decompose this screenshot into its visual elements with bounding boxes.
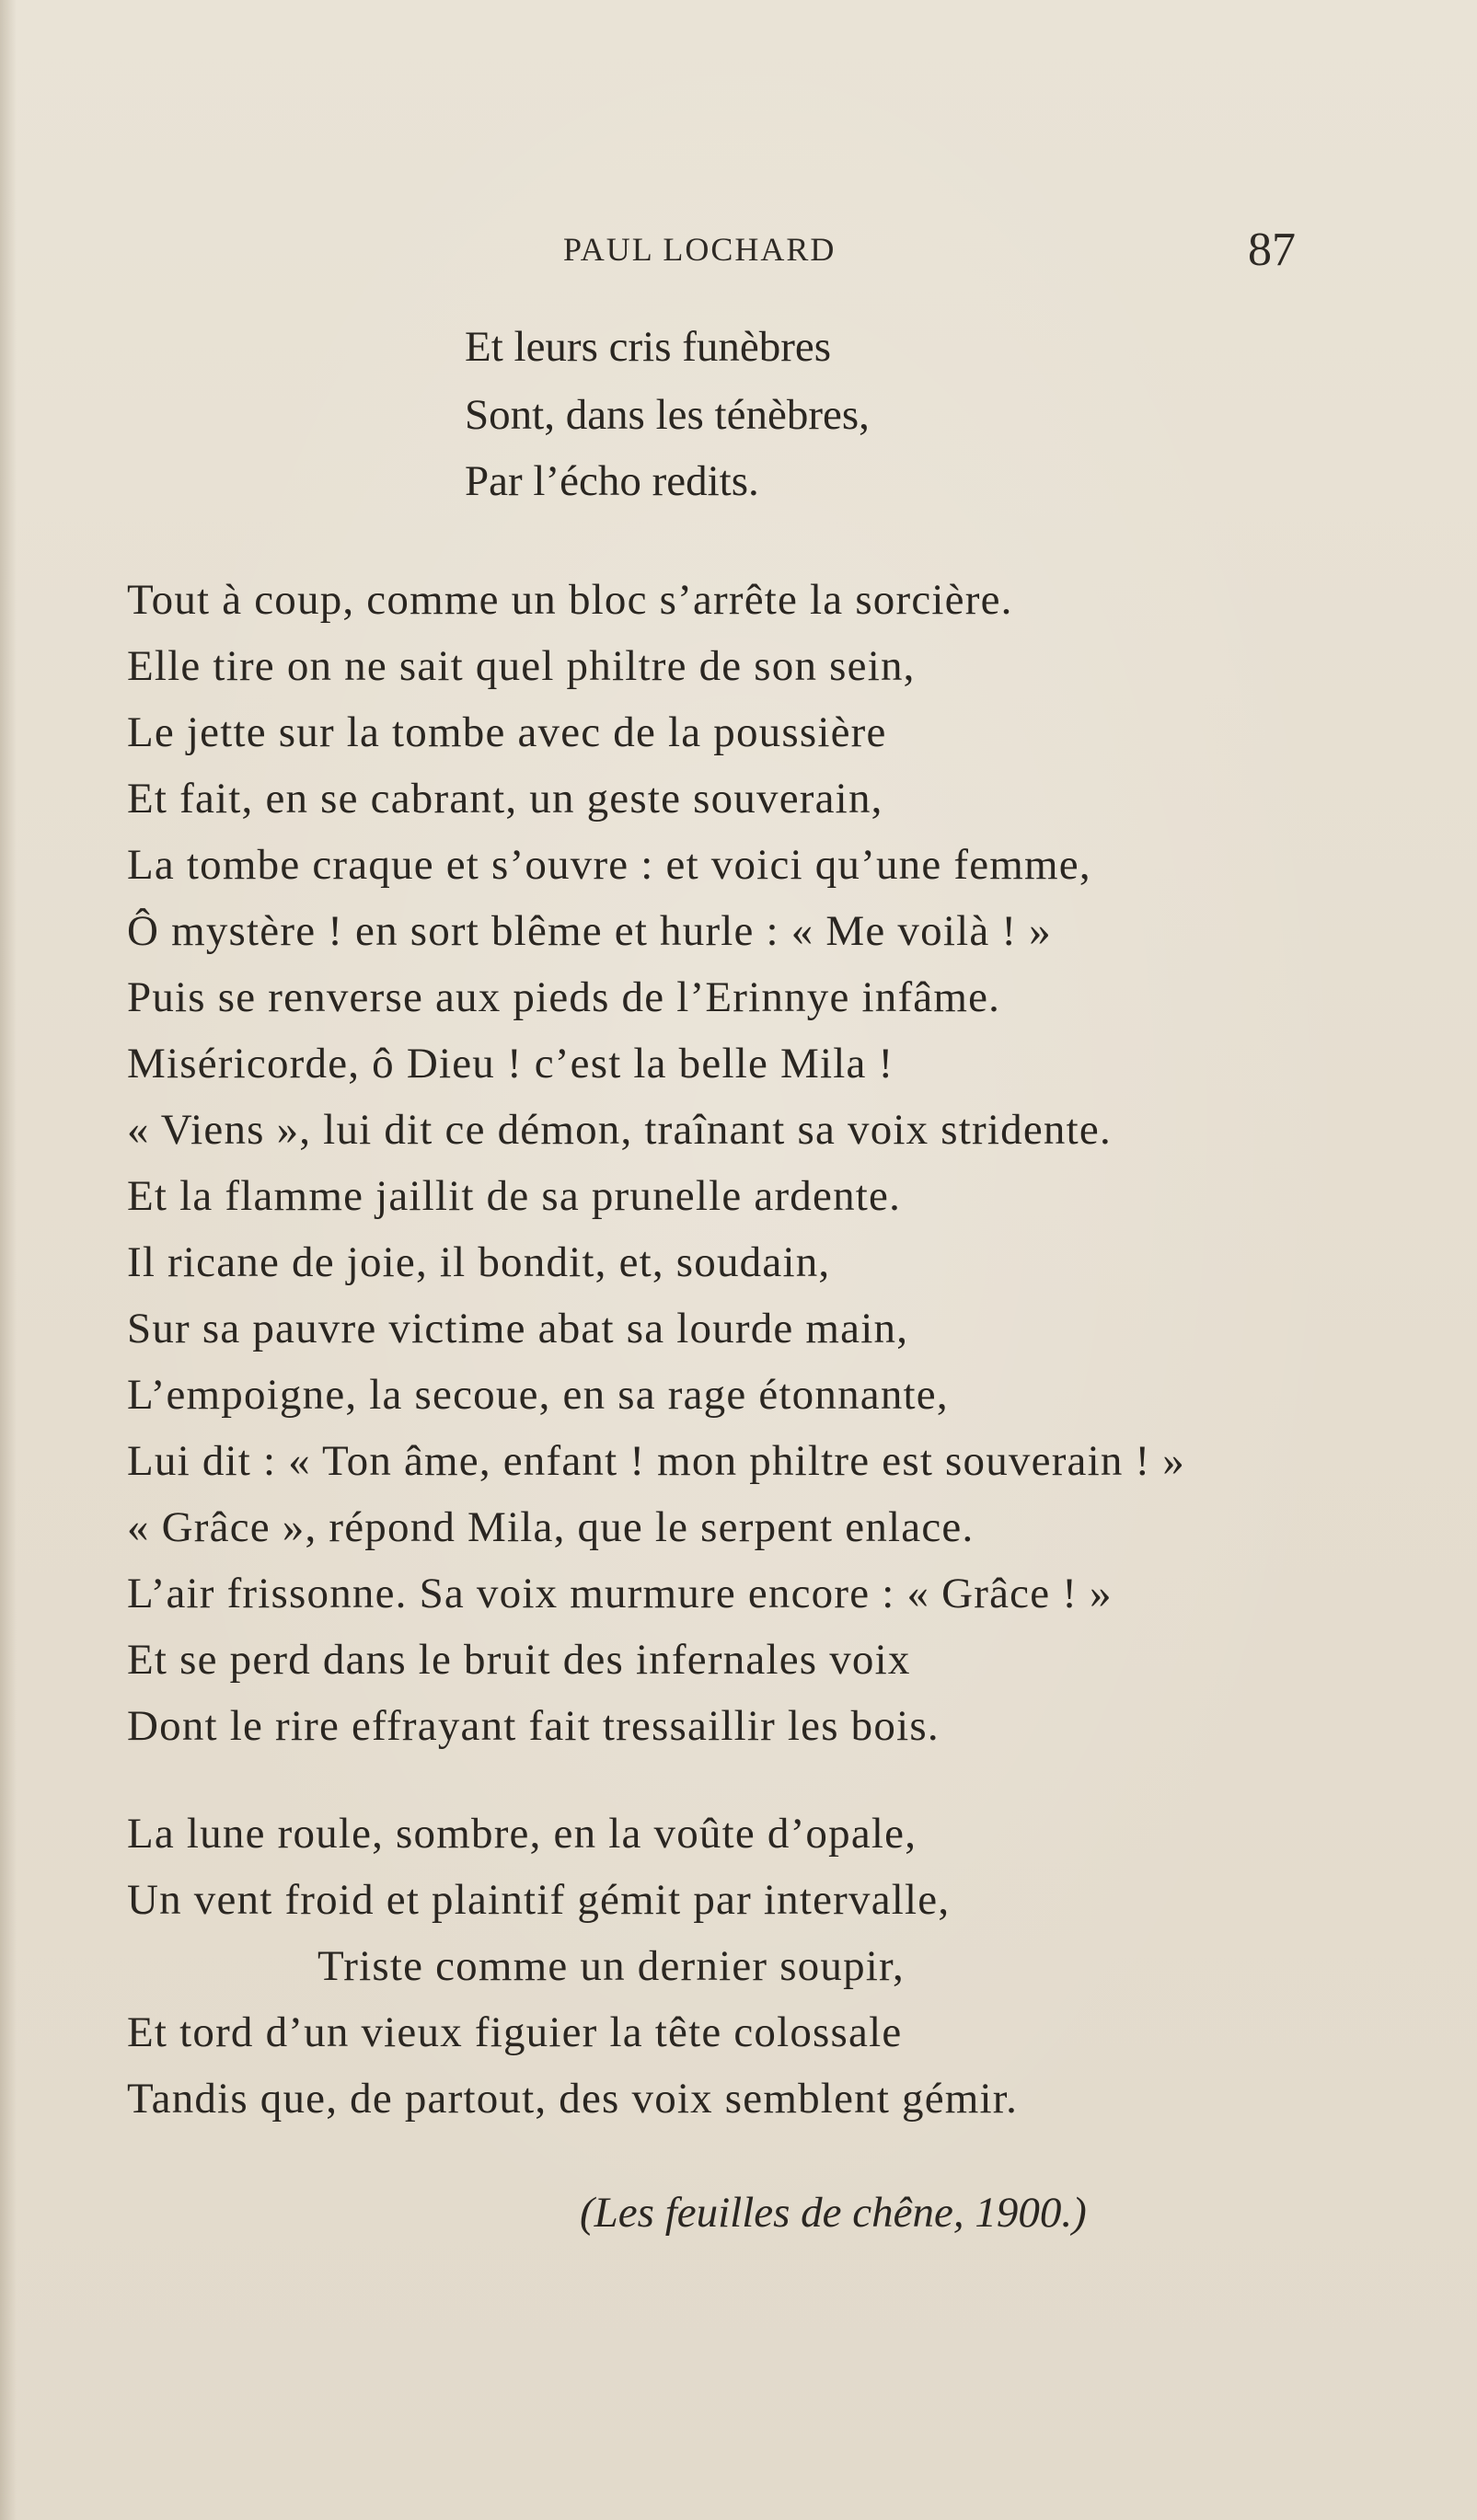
poem-line: Et leurs cris funèbres xyxy=(465,323,832,371)
poem-line: Elle tire on ne sait quel philtre de son sein, xyxy=(127,642,916,690)
poem-line: Et la flamme jaillit de sa prunelle ardente. xyxy=(127,1172,902,1220)
poem-line: Miséricorde, ô Dieu ! c’est la belle Mila ! xyxy=(127,1040,894,1087)
page-number: 87 xyxy=(1248,224,1296,276)
poem-line: Sur sa pauvre victime abat sa lourde main, xyxy=(127,1305,909,1352)
poem-line: Tout à coup, comme un bloc s’arrête la sorcière. xyxy=(127,576,1013,624)
poem-line: Tandis que, de partout, des voix semblent gémir. xyxy=(127,2075,1019,2123)
poem-line: La tombe craque et s’ouvre : et voici qu’une femme, xyxy=(127,841,1091,889)
page-edge-shadow xyxy=(0,0,17,2520)
running-title: PAUL LOCHARD xyxy=(563,231,837,268)
poem-line: Et se perd dans le bruit des infernales voix xyxy=(127,1636,911,1684)
poem-line: « Grâce », répond Mila, que le serpent enlace. xyxy=(127,1503,975,1551)
poem-line: Triste comme un dernier soupir, xyxy=(317,1942,905,1990)
poem-line: Et fait, en se cabrant, un geste souverain, xyxy=(127,775,883,823)
source-citation: (Les feuilles de chêne, 1900.) xyxy=(580,2189,1087,2237)
poem-line: L’empoigne, la secoue, en sa rage étonnante, xyxy=(127,1371,949,1419)
poem-line: Par l’écho redits. xyxy=(465,457,759,505)
running-header xyxy=(0,224,1477,283)
poem-line: La lune roule, sombre, en la voûte d’opale, xyxy=(127,1810,917,1858)
poem-line: Lui dit : « Ton âme, enfant ! mon philtre est souverain ! » xyxy=(127,1437,1186,1485)
poem-line: Il ricane de joie, il bondit, et, soudain, xyxy=(127,1238,831,1286)
poem-line: Et tord d’un vieux figuier la tête colossale xyxy=(127,2008,903,2056)
poem-line: Un vent froid et plaintif gémit par intervalle, xyxy=(127,1876,951,1924)
poem-line: « Viens », lui dit ce démon, traînant sa voix stridente. xyxy=(127,1106,1112,1154)
poem-line: Puis se renverse aux pieds de l’Erinnye infâme. xyxy=(127,973,1001,1021)
poem-line: Ô mystère ! en sort blême et hurle : « Me voilà ! » xyxy=(127,907,1052,955)
poem-line: Le jette sur la tombe avec de la poussière xyxy=(127,708,887,756)
poem-line: L’air frissonne. Sa voix murmure encore : « Grâce ! » xyxy=(127,1570,1113,1617)
poem-line: Sont, dans les ténèbres, xyxy=(465,391,870,439)
poem-line: Dont le rire effrayant fait tressaillir les bois. xyxy=(127,1702,940,1750)
